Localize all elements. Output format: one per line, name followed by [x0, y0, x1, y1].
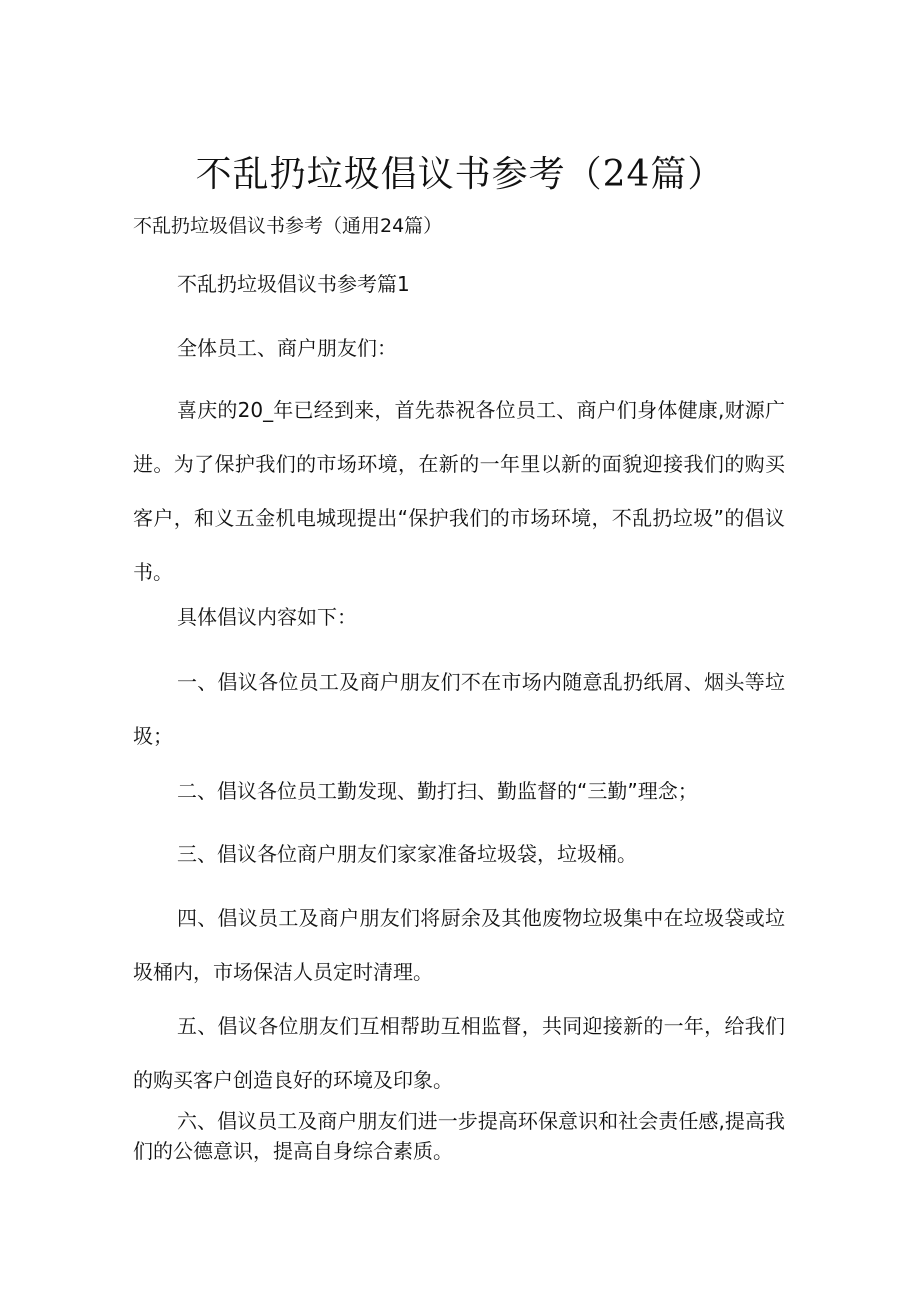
proposal-item-4: 四、倡议员工及商户朋友们将厨余及其他废物垃圾集中在垃圾袋或垃圾桶内，市场保洁人员定时清理。 — [133, 906, 785, 984]
proposal-item-2: 二、倡议各位员工勤发现、勤打扫、勤监督的“三勤”理念； — [177, 779, 698, 803]
section-heading: 不乱扔垃圾倡议书参考篇1 — [177, 272, 410, 296]
greeting-paragraph: 全体员工、商户朋友们： — [177, 336, 397, 360]
proposal-item-6: 六、倡议员工及商户朋友们进一步提高环保意识和社会责任感,提高我们的公德意识，提高自身综合素质。 — [133, 1109, 785, 1163]
intro-paragraph: 喜庆的20_年已经到来，首先恭祝各位员工、商户们身体健康,财源广进。为了保护我们的市场环境，在新的一年里以新的面貌迎接我们的购买客户，和义五金机电城现提出“保护我们的市场环境，不乱扔垃圾”的倡议书。 — [133, 398, 785, 584]
proposal-item-3: 三、倡议各位商户朋友们家家准备垃圾袋，垃圾桶。 — [177, 842, 637, 866]
document-subtitle: 不乱扔垃圾倡议书参考（通用24篇） — [133, 215, 443, 237]
document-title: 不乱扔垃圾倡议书参考（24篇） — [195, 154, 725, 195]
proposal-item-5: 五、倡议各位朋友们互相帮助互相监督，共同迎接新的一年，给我们的购买客户创造良好的环境及印象。 — [133, 1014, 785, 1092]
proposal-item-1: 一、倡议各位员工及商户朋友们不在市场内随意乱扔纸屑、烟头等垃圾； — [133, 670, 785, 748]
content-heading: 具体倡议内容如下： — [177, 605, 357, 629]
